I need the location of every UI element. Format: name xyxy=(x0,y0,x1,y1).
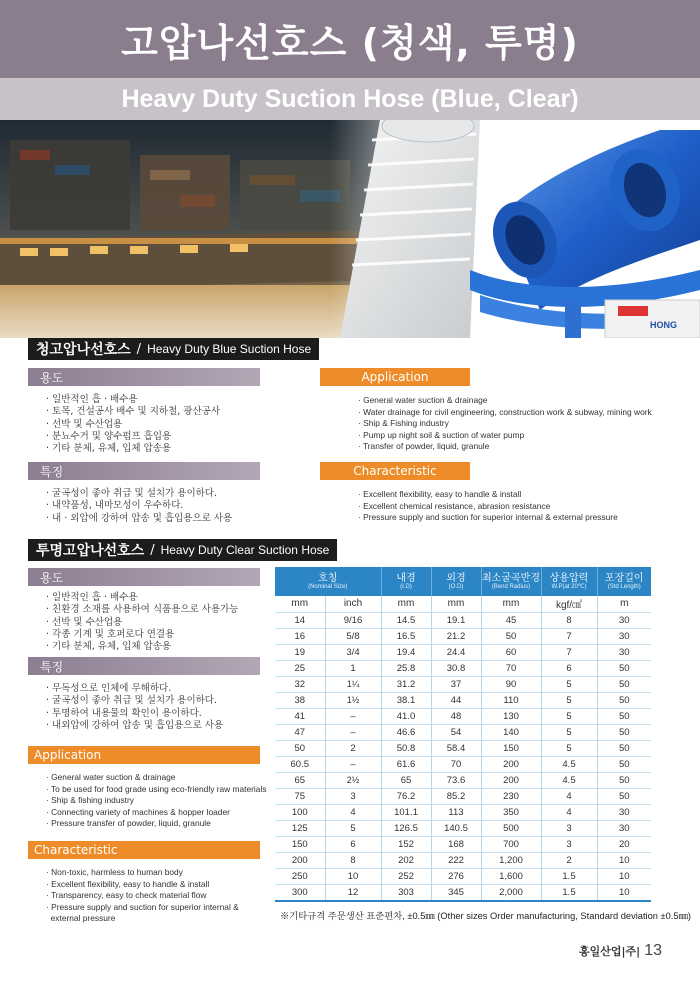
blue-features-label: 특징 xyxy=(28,462,260,480)
table-cell: 345 xyxy=(431,885,481,901)
table-cell: 31.2 xyxy=(381,676,431,692)
table-cell: 20 xyxy=(597,837,651,853)
table-cell: 10 xyxy=(597,869,651,885)
table-cell: 14 xyxy=(275,612,325,628)
table-cell: 200 xyxy=(275,853,325,869)
table-cell: 19.4 xyxy=(381,644,431,660)
table-cell: 58.4 xyxy=(431,740,481,756)
unit-cell: mm xyxy=(481,596,541,612)
table-cell: 12 xyxy=(325,885,381,901)
table-cell: 10 xyxy=(597,853,651,869)
list-item: · 투명하여 내용물의 확인이 용이하다. xyxy=(46,707,202,719)
list-item: · Excellent flexibility, easy to handle & install xyxy=(358,489,522,499)
table-cell: 50 xyxy=(481,628,541,644)
table-cell: 150 xyxy=(275,837,325,853)
blue-application-list xyxy=(358,395,652,453)
unit-cell: inch xyxy=(325,596,381,612)
table-cell: 30 xyxy=(597,612,651,628)
list-item: · 굴곡성이 좋아 취급 및 설치가 용이하다. xyxy=(46,695,217,707)
table-row xyxy=(275,805,651,821)
table-cell: 252 xyxy=(381,869,431,885)
table-cell: 25.8 xyxy=(381,660,431,676)
list-item: · Ship & fishing industry xyxy=(46,795,134,806)
title-bar-korean xyxy=(0,0,700,78)
clear-characteristic-label: Characteristic xyxy=(28,841,260,859)
table-cell: 50 xyxy=(597,740,651,756)
list-item: · 분뇨수거 및 양수펌프 흡입용 xyxy=(46,430,172,442)
table-cell: 230 xyxy=(481,789,541,805)
list-item: · Pump up night soil & suction of water pump xyxy=(358,429,525,440)
table-row xyxy=(275,853,651,869)
table-cell: 41 xyxy=(275,708,325,724)
table-cell: 101.1 xyxy=(381,805,431,821)
list-item: · General water suction & drainage xyxy=(358,395,488,405)
list-item: · 일반적인 흡 · 배수용 xyxy=(46,592,138,603)
list-item: · Pressure supply and suction for superior internal & xyxy=(46,901,239,912)
unit-cell: m xyxy=(597,596,651,612)
table-cell: 100 xyxy=(275,805,325,821)
hero-photo xyxy=(0,120,700,338)
table-cell: 50 xyxy=(597,756,651,772)
table-cell: 2½ xyxy=(325,772,381,788)
table-cell: 4.5 xyxy=(541,756,597,772)
table-cell: 38.1 xyxy=(381,692,431,708)
table-cell: 50 xyxy=(597,724,651,740)
clear-application-list xyxy=(46,772,267,830)
table-cell: 1.5 xyxy=(541,885,597,901)
clear-features-list xyxy=(46,683,223,732)
blue-hose-section-title xyxy=(28,338,319,360)
table-footnote: ※기타규격 주문생산 표준편차, ±0.5㎜ (Other sizes Order manufacturing, Standard deviation ±0.5㎜) xyxy=(280,911,691,921)
table-cell: 50 xyxy=(597,660,651,676)
list-item: · Pressure supply and suction for superior internal & external pressure xyxy=(358,512,618,523)
blue-title-ko: 청고압나선호스 xyxy=(36,342,131,358)
table-cell: 76.2 xyxy=(381,789,431,805)
table-cell: 1,200 xyxy=(481,853,541,869)
table-cell: 5 xyxy=(541,692,597,708)
table-cell: 65 xyxy=(381,772,431,788)
title-separator: / xyxy=(136,341,142,357)
company-name: 홍일산업|주| xyxy=(579,945,641,958)
table-cell: – xyxy=(325,756,381,772)
table-cell: 30.8 xyxy=(431,660,481,676)
table-cell: 8 xyxy=(325,853,381,869)
table-cell: 60 xyxy=(481,644,541,660)
table-cell: 4 xyxy=(541,789,597,805)
table-row xyxy=(275,644,651,660)
table-cell: 54 xyxy=(431,724,481,740)
table-cell: 90 xyxy=(481,676,541,692)
blue-characteristic-list xyxy=(358,489,618,524)
table-cell: 7 xyxy=(541,644,597,660)
hose-and-port-illustration xyxy=(0,120,700,338)
table-cell: 16 xyxy=(275,628,325,644)
list-item: · Transparency, easy to check material flow xyxy=(46,890,207,901)
table-cell: 85.2 xyxy=(431,789,481,805)
table-cell: 50 xyxy=(275,740,325,756)
table-cell: 5/8 xyxy=(325,628,381,644)
blue-usage-list xyxy=(46,394,220,455)
table-header-row xyxy=(275,567,651,596)
table-cell: 140 xyxy=(481,724,541,740)
table-cell: 8 xyxy=(541,612,597,628)
table-row xyxy=(275,676,651,692)
list-item: · Ship & Fishing industry xyxy=(358,418,449,429)
table-row xyxy=(275,789,651,805)
table-cell: 222 xyxy=(431,853,481,869)
clear-application-label: Application xyxy=(28,746,260,764)
table-cell: 60.5 xyxy=(275,756,325,772)
table-cell: 30 xyxy=(597,805,651,821)
table-row xyxy=(275,740,651,756)
table-cell: 3 xyxy=(541,837,597,853)
unit-cell: kgf/㎠ xyxy=(541,596,597,612)
units-row xyxy=(275,596,651,612)
table-cell: 75 xyxy=(275,789,325,805)
product-label-icon xyxy=(605,300,700,338)
table-cell: 276 xyxy=(431,869,481,885)
list-item: · 각종 기계 및 호퍼로다 연결용 xyxy=(46,628,175,640)
list-item: · 내 · 외압에 강하여 압송 및 흡입용으로 사용 xyxy=(46,512,233,524)
table-cell: 4 xyxy=(541,805,597,821)
table-cell: 168 xyxy=(431,837,481,853)
table-cell: 140.5 xyxy=(431,821,481,837)
table-cell: 200 xyxy=(481,772,541,788)
title-separator: / xyxy=(150,542,155,558)
header-working-pressure: 상용압력 W.P(at 20℃) xyxy=(541,567,597,596)
list-item: · To be used for food grade using eco-friendly raw materials xyxy=(46,783,267,794)
table-row xyxy=(275,708,651,724)
blue-characteristic-label: Characteristic xyxy=(320,462,470,480)
list-item: · 일반적인 흡 · 배수용 xyxy=(46,394,138,405)
table-cell: 3 xyxy=(541,821,597,837)
table-cell: 5 xyxy=(541,708,597,724)
table-row xyxy=(275,837,651,853)
clear-features-label: 특징 xyxy=(28,657,260,675)
table-cell: 25 xyxy=(275,660,325,676)
unit-cell: mm xyxy=(431,596,481,612)
table-cell: 30 xyxy=(597,644,651,660)
table-cell: 150 xyxy=(481,740,541,756)
table-cell: 7 xyxy=(541,628,597,644)
list-item: · 친환경 소재를 사용하여 식품용으로 사용가능 xyxy=(46,604,239,616)
table-cell: 4.5 xyxy=(541,772,597,788)
table-cell: 1.5 xyxy=(541,869,597,885)
table-row xyxy=(275,869,651,885)
table-cell: 70 xyxy=(431,756,481,772)
table-row xyxy=(275,724,651,740)
table-cell: 4 xyxy=(325,805,381,821)
table-cell: 21.2 xyxy=(431,628,481,644)
clear-hose-section-title xyxy=(28,539,337,561)
table-cell: 3 xyxy=(325,789,381,805)
table-cell: 14.5 xyxy=(381,612,431,628)
table-cell: 50 xyxy=(597,676,651,692)
table-cell: 70 xyxy=(481,660,541,676)
table-cell: 2 xyxy=(325,740,381,756)
table-row xyxy=(275,612,651,628)
table-cell: 5 xyxy=(541,676,597,692)
table-cell: 350 xyxy=(481,805,541,821)
table-row xyxy=(275,756,651,772)
table-cell: 50 xyxy=(597,789,651,805)
list-item: · 굴곡성이 좋아 취급 및 설치가 용이하다. xyxy=(46,488,217,499)
table-cell: 41.0 xyxy=(381,708,431,724)
blue-features-list xyxy=(46,488,232,525)
header-nominal-size: 호칭 (Nominal Size) xyxy=(275,567,381,596)
table-cell: 61.6 xyxy=(381,756,431,772)
table-cell: 300 xyxy=(275,885,325,901)
list-item: · Connecting variety of machines & hopper loader xyxy=(46,806,230,817)
table-cell: 45 xyxy=(481,612,541,628)
table-cell: 50.8 xyxy=(381,740,431,756)
page-number: 13 xyxy=(644,942,662,959)
table-cell: 24.4 xyxy=(431,644,481,660)
table-cell: 19.1 xyxy=(431,612,481,628)
table-cell: 5 xyxy=(541,740,597,756)
blue-usage-label: 용도 xyxy=(28,368,260,386)
list-item: · Pressure transfer of powder, liquid, granule xyxy=(46,818,211,829)
table-cell: 65 xyxy=(275,772,325,788)
table-cell: 5 xyxy=(541,724,597,740)
list-item: · 기타 분체, 유체, 입체 압송용 xyxy=(46,641,172,653)
table-cell: 44 xyxy=(431,692,481,708)
spec-table xyxy=(275,567,651,902)
table-cell: 10 xyxy=(325,869,381,885)
table-cell: 5 xyxy=(325,821,381,837)
table-cell: 38 xyxy=(275,692,325,708)
table-cell: 6 xyxy=(325,837,381,853)
table-cell: 152 xyxy=(381,837,431,853)
header-inner-diameter: 내경 (I.D) xyxy=(381,567,431,596)
header-bend-radius: 최소굴곡반경 (Bend Radius) xyxy=(481,567,541,596)
table-cell: 202 xyxy=(381,853,431,869)
table-cell: 46.6 xyxy=(381,724,431,740)
table-cell: 1,600 xyxy=(481,869,541,885)
table-cell: 2 xyxy=(541,853,597,869)
table-cell: 125 xyxy=(275,821,325,837)
table-row xyxy=(275,660,651,676)
brand-label: HONG xyxy=(650,320,677,330)
table-row xyxy=(275,772,651,788)
table-cell: 48 xyxy=(431,708,481,724)
table-cell: – xyxy=(325,724,381,740)
table-cell: 3/4 xyxy=(325,644,381,660)
table-cell: 130 xyxy=(481,708,541,724)
table-cell: 110 xyxy=(481,692,541,708)
list-item: · 내외압에 강하여 압송 및 흡입용으로 사용 xyxy=(46,719,224,731)
table-cell: 73.6 xyxy=(431,772,481,788)
title-bar-english xyxy=(0,78,700,120)
list-item: · Excellent chemical resistance, abrasion resistance xyxy=(358,500,551,511)
clear-usage-list xyxy=(46,592,238,653)
table-cell: 2,000 xyxy=(481,885,541,901)
list-item: · 선박 및 수산업용 xyxy=(46,418,123,430)
table-cell: 50 xyxy=(597,772,651,788)
table-cell: – xyxy=(325,708,381,724)
table-cell: 303 xyxy=(381,885,431,901)
table-cell: 50 xyxy=(597,692,651,708)
list-item: · 무독성으로 인체에 무해하다. xyxy=(46,683,172,694)
list-item: · 토목, 건설공사 배수 및 지하철, 광산공사 xyxy=(46,406,221,418)
clear-usage-label: 용도 xyxy=(28,568,260,586)
table-cell: 47 xyxy=(275,724,325,740)
list-item: · 내약품성, 내마모성이 우수하다. xyxy=(46,500,184,512)
table-cell: 30 xyxy=(597,628,651,644)
list-item: · Excellent flexibility, easy to handle & install xyxy=(46,878,210,889)
list-item: external pressure xyxy=(46,913,116,924)
header-outer-diameter: 외경 (O.D) xyxy=(431,567,481,596)
list-item: · General water suction & drainage xyxy=(46,772,176,782)
unit-cell: mm xyxy=(381,596,431,612)
table-cell: 6 xyxy=(541,660,597,676)
table-cell: 200 xyxy=(481,756,541,772)
table-cell: 30 xyxy=(597,821,651,837)
clear-title-en: Heavy Duty Clear Suction Hose xyxy=(160,543,330,557)
table-row xyxy=(275,821,651,837)
table-cell: 32 xyxy=(275,676,325,692)
table-cell: 37 xyxy=(431,676,481,692)
clear-characteristic-list xyxy=(46,867,239,925)
list-item: · 선박 및 수산업용 xyxy=(46,616,123,628)
table-cell: 113 xyxy=(431,805,481,821)
table-row xyxy=(275,885,651,901)
table-cell: 50 xyxy=(597,708,651,724)
table-cell: 250 xyxy=(275,869,325,885)
page-title-english: Heavy Duty Suction Hose (Blue, Clear) xyxy=(121,84,579,113)
header-standard-length: 포장길이 (Std Length) xyxy=(597,567,651,596)
table-cell: 19 xyxy=(275,644,325,660)
table-cell: 9/16 xyxy=(325,612,381,628)
blue-application-label: Application xyxy=(320,368,470,386)
clear-title-ko: 투명고압나선호스 xyxy=(36,543,145,559)
table-cell: 1½ xyxy=(325,692,381,708)
list-item: · Water drainage for civil engineering, construction work & subway, mining work xyxy=(358,406,652,417)
list-item: · Transfer of powder, liquid, granule xyxy=(358,441,490,452)
blue-title-en: Heavy Duty Blue Suction Hose xyxy=(147,342,312,356)
table-row xyxy=(275,628,651,644)
table-row xyxy=(275,692,651,708)
unit-cell: mm xyxy=(275,596,325,612)
list-item: · Non-toxic, harmless to human body xyxy=(46,867,183,877)
table-cell: 700 xyxy=(481,837,541,853)
table-cell: 16.5 xyxy=(381,628,431,644)
table-cell: 1¼ xyxy=(325,676,381,692)
list-item: · 기타 분체, 유체, 입체 압송용 xyxy=(46,443,172,455)
table-cell: 126.5 xyxy=(381,821,431,837)
table-cell: 10 xyxy=(597,885,651,901)
table-cell: 1 xyxy=(325,660,381,676)
page-title-korean: 고압나선호스 (청색, 투명) xyxy=(121,20,579,65)
page-footer xyxy=(579,942,662,960)
table-cell: 500 xyxy=(481,821,541,837)
